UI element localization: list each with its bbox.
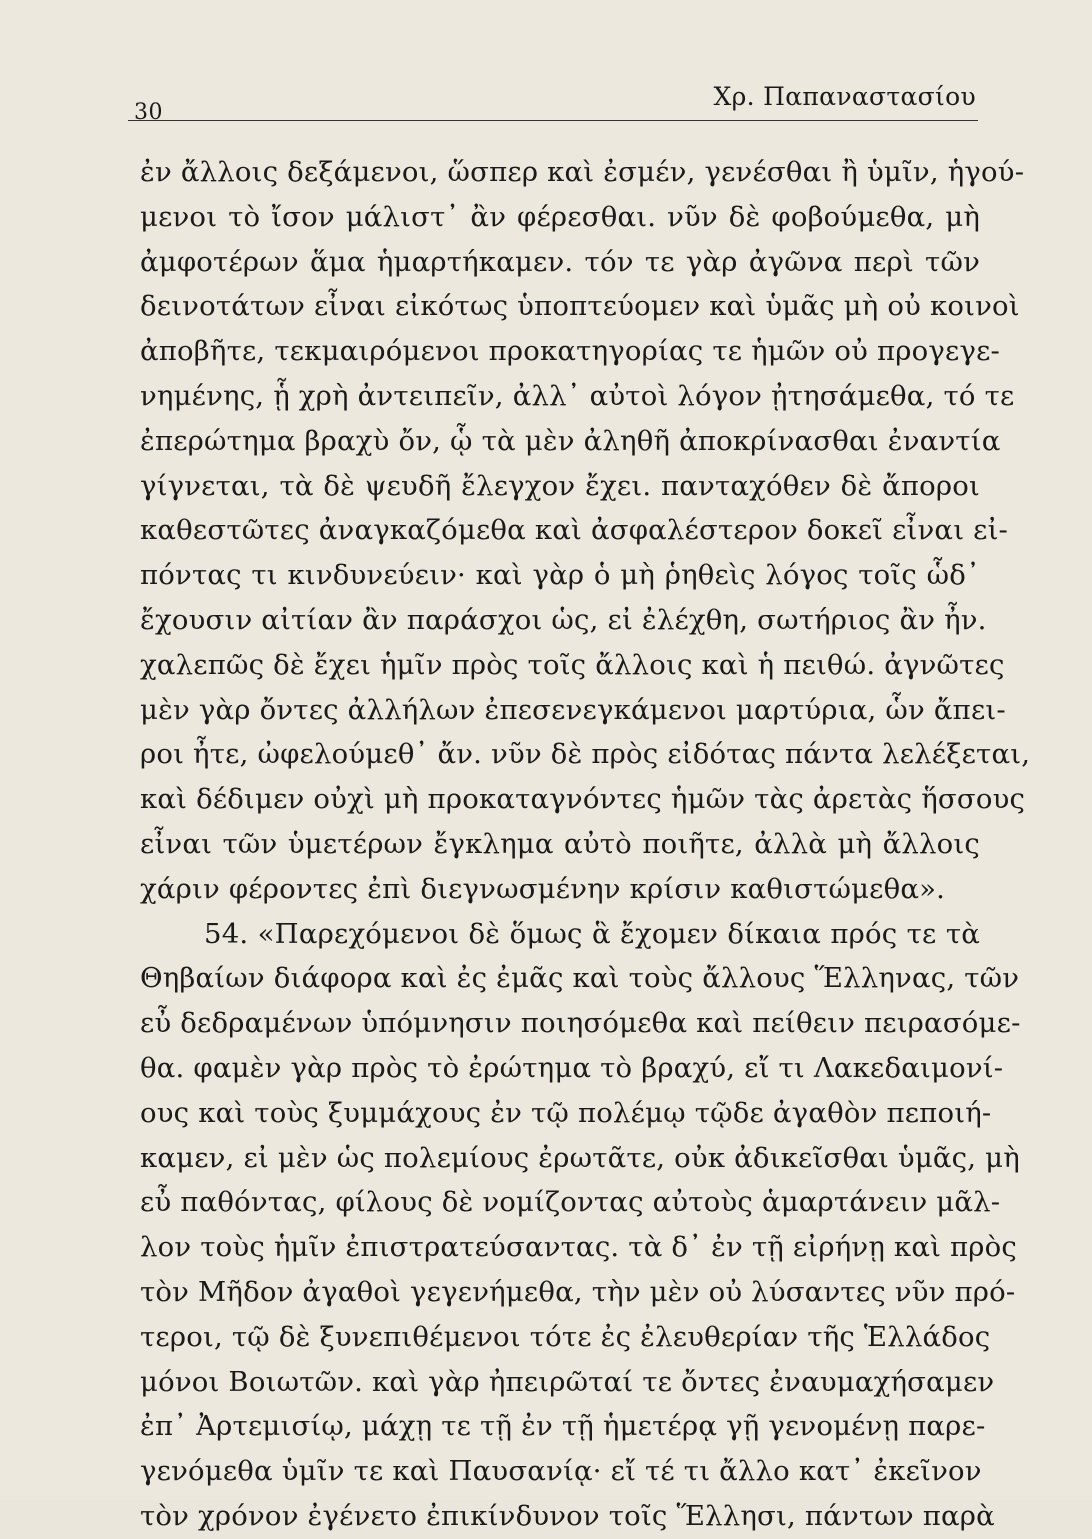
text-line: καμεν, εἰ μὲν ὡς πολεμίους ἐρωτᾶτε, οὐκ ἀδικεῖσθαι ὑμᾶς, μὴ [140, 1141, 1020, 1174]
text-line: ἐπ᾽ Ἀρτεμισίῳ, μάχῃ τε τῇ ἐν τῇ ἡμετέρᾳ γῇ γενομένῃ παρε- [140, 1410, 986, 1443]
text-line: γενόμεθα ὑμῖν τε καὶ Παυσανίᾳ· εἴ τέ τι ἄλλο κατ᾽ ἐκεῖνον [140, 1455, 982, 1488]
text-line: εὖ παθόντας, φίλους δὲ νομίζοντας αὐτοὺς ἁμαρτάνειν μᾶλ- [140, 1186, 1001, 1219]
text-line: μενοι τὸ ἴσον μάλιστ᾽ ἂν φέρεσθαι. νῦν δὲ φοβούμεθα, μὴ [140, 200, 980, 233]
text-line: δεινοτάτων εἶναι εἰκότως ὑποπτεύομεν καὶ ὑμᾶς μὴ οὐ κοινοὶ [140, 290, 1020, 323]
text-line: γίγνεται, τὰ δὲ ψευδῆ ἔλεγχον ἔχει. πανταχόθεν δὲ ἄποροι [140, 469, 980, 502]
text-line: πόντας τι κινδυνεύειν· καὶ γὰρ ὁ μὴ ῥηθεὶς λόγος τοῖς ὧδ᾽ [140, 559, 980, 592]
text-line: εὖ δεδραμένων ὑπόμνησιν ποιησόμεθα καὶ πείθειν πειρασόμε- [140, 1007, 1021, 1040]
text-line: ἐπερώτημα βραχὺ ὄν, ᾧ τὰ μὲν ἀληθῆ ἀποκρίνασθαι ἐναντία [140, 424, 1001, 457]
text-line: ους καὶ τοὺς ξυμμάχους ἐν τῷ πολέμῳ τῷδε ἀγαθὸν πεποιή- [140, 1096, 992, 1129]
text-line: χαλεπῶς δὲ ἔχει ἡμῖν πρὸς τοῖς ἄλλοις καὶ ἡ πειθώ. ἀγνῶτες [140, 648, 1005, 681]
section-54-first-line: 54. «Παρεχόμενοι δὲ ὅμως ἃ ἔχομεν δίκαια πρός τε τὰ [204, 917, 980, 950]
text-line: μὲν γὰρ ὄντες ἀλλήλων ἐπεσενεγκάμενοι μαρτύρια, ὧν ἄπει- [140, 693, 1006, 726]
text-line: καὶ δέδιμεν οὐχὶ μὴ προκαταγνόντες ἡμῶν τὰς ἀρετὰς ἥσσους [140, 783, 1026, 816]
text-line: λον τοὺς ἡμῖν ἐπιστρατεύσαντας. τὰ δ᾽ ἐν τῇ εἰρήνῃ καὶ πρὸς [140, 1231, 1018, 1264]
text-line: ἐν ἄλλοις δεξάμενοι, ὥσπερ καὶ ἐσμέν, γενέσθαι ἢ ὑμῖν, ἡγού- [140, 156, 1025, 188]
page-number: 30 [134, 100, 163, 125]
text-line: καθεστῶτες ἀναγκαζόμεθα καὶ ἀσφαλέστερον δοκεῖ εἶναι εἰ- [140, 514, 1009, 547]
body-text [140, 150, 1031, 1539]
text-line: τὸν Μῆδον ἀγαθοὶ γεγενήμεθα, τὴν μὲν οὐ λύσαντες νῦν πρό- [140, 1275, 1016, 1308]
text-line: μόνοι Βοιωτῶν. καὶ γὰρ ἠπειρῶταί τε ὄντες ἐναυμαχήσαμεν [140, 1365, 995, 1398]
text-line: ροι ἦτε, ὠφελούμεθ᾽ ἄν. νῦν δὲ πρὸς εἰδότας πάντα λελέξεται, [140, 738, 1031, 771]
text-line: ἀποβῆτε, τεκμαιρόμενοι προκατηγορίας τε ἡμῶν οὐ προγεγε- [140, 335, 1001, 368]
text-line: νημένης, ᾗ χρὴ ἀντειπεῖν, ἀλλ᾽ αὐτοὶ λόγον ᾐτησάμεθα, τό τε [140, 379, 1015, 412]
running-head-author: Χρ. Παπαναστασίου [713, 82, 976, 111]
text-line: τὸν χρόνον ἐγένετο ἐπικίνδυνον τοῖς Ἕλλησι, πάντων παρὰ [140, 1499, 995, 1532]
text-line: θα. φαμὲν γὰρ πρὸς τὸ ἐρώτημα τὸ βραχύ, εἴ τι Λακεδαιμονί- [140, 1051, 1004, 1084]
text-line: ἔχουσιν αἰτίαν ἂν παράσχοι ὡς, εἰ ἐλέχθη, σωτήριος ἂν ἦν. [140, 603, 987, 636]
text-line: τεροι, τῷ δὲ ξυνεπιθέμενοι τότε ἐς ἐλευθερίαν τῆς Ἑλλάδος [140, 1320, 991, 1353]
text-line: εἶναι τῶν ὑμετέρων ἔγκλημα αὐτὸ ποιῆτε, ἀλλὰ μὴ ἄλλοις [140, 827, 980, 860]
page-header [128, 78, 978, 125]
text-line: ἀμφοτέρων ἅμα ἡμαρτήκαμεν. τόν τε γὰρ ἀγῶνα περὶ τῶν [140, 245, 980, 278]
text-line: Θηβαίων διάφορα καὶ ἐς ἐμᾶς καὶ τοὺς ἄλλους Ἕλληνας, τῶν [140, 962, 1020, 995]
paragraph-last-line: χάριν φέροντες ἐπὶ διεγνωσμένην κρίσιν καθιστώμεθα». [140, 872, 946, 905]
